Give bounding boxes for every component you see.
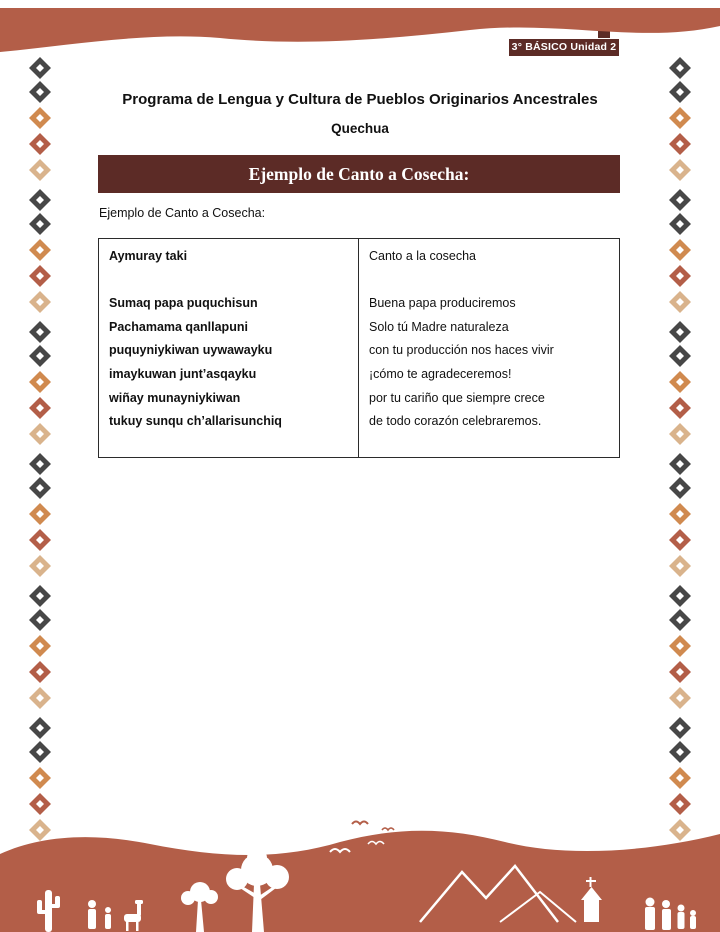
bird-icon [382,828,394,830]
quechua-line: imaykuwan junt’asqayku [109,366,257,381]
language-subtitle: Quechua [331,121,389,136]
section-title-bar [98,155,620,193]
quechua-line [109,269,348,293]
spanish-line: Solo tú Madre naturaleza [369,319,509,334]
song-table [98,238,620,458]
landscape-silhouette [0,820,720,932]
quechua-line: Aymuray taki [109,249,188,263]
andean-pattern-right [668,56,692,848]
table-column-spanish [359,239,619,457]
quechua-line: Sumaq papa puquchisun [109,296,258,311]
spanish-line: Canto a la cosecha [369,249,477,263]
spanish-line: con tu producción nos haces vivir [369,343,554,358]
quechua-line: Pachamama qanllapuni [109,319,248,334]
quechua-line: puquyniykiwan uywawayku [109,343,273,358]
spanish-line: ¡cómo te agradeceremos! [369,366,512,381]
program-title: Programa de Lengua y Cultura de Pueblos Originarios Ancestrales [122,91,598,108]
spanish-line: de todo corazón celebraremos. [369,414,542,429]
quechua-line: wiñay munayniykiwan [109,390,241,405]
spanish-line: Buena papa produciremos [369,296,516,311]
spanish-line [369,269,609,293]
spanish-line: por tu cariño que siempre crece [369,390,545,405]
intro-text: Ejemplo de Canto a Cosecha: [99,206,266,220]
bird-icon [352,822,368,825]
quechua-line: tukuy sunqu ch’allarisunchiq [109,414,282,429]
andean-pattern-left [28,56,52,848]
unit-badge: 3° BÁSICO Unidad 2 [508,38,620,57]
table-column-quechua [99,239,359,457]
section-title: Ejemplo de Canto a Cosecha: [248,164,470,184]
